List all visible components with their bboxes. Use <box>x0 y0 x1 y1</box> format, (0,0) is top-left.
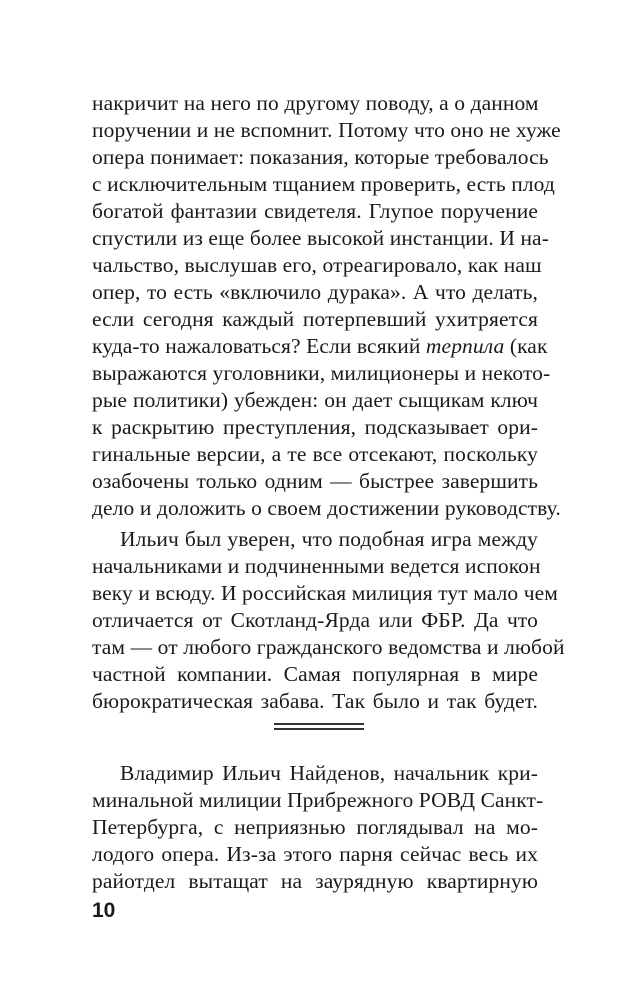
separator-rule <box>274 728 364 730</box>
text-line: опер, то есть «включило дурака». А что делать, <box>92 280 538 304</box>
text-line: опера понимает: показания, которые требовалось <box>92 145 549 169</box>
text-line: гинальные версии, а те все отсекают, поскольку <box>92 442 538 466</box>
page-number: 10 <box>92 899 116 922</box>
text-line: спустили из еще более высокой инстанции. И на- <box>92 226 549 250</box>
text-line: минальной милиции Прибрежного РОВД Санкт- <box>92 788 544 812</box>
text-line: накричит на него по другому поводу, а о данном <box>92 91 539 115</box>
text-line: выражаются уголовники, милиционеры и некото- <box>92 361 551 385</box>
text-line: начальниками и подчиненными ведется испокон <box>92 554 541 578</box>
text-line: Владимир Ильич Найденов, начальник кри- <box>120 761 538 785</box>
italic-word: терпила <box>425 334 505 358</box>
text-line: лодого опера. Из-за этого парня сейчас весь их <box>92 842 538 866</box>
section-separator <box>274 723 364 731</box>
text-line: чальство, выслушав его, отреагировало, как наш <box>92 253 542 277</box>
text-line: если сегодня каждый потерпевший ухитряется <box>92 307 538 331</box>
text-line: озабочены только одним — быстрее завершить <box>92 469 538 493</box>
separator-rule <box>274 723 364 725</box>
text-line: там — от любого гражданского ведомства и любой <box>92 635 565 659</box>
text-line: частной компании. Самая популярная в мире <box>92 662 538 686</box>
text-line: веку и всюду. И российская милиция тут мало чем <box>92 581 559 605</box>
text-line: с исключительным тщанием проверить, есть плод <box>92 172 555 196</box>
text-line: богатой фантазии свидетеля. Глупое поручение <box>92 199 538 223</box>
text-segment: куда-то нажаловаться? Если всякий <box>92 334 421 358</box>
text-line: Ильич был уверен, что подобная игра между <box>120 527 538 551</box>
text-line: Петербурга, с неприязнью поглядывал на мо- <box>92 815 538 839</box>
text-line: рые политики) убежден: он дает сыщикам ключ <box>92 388 538 412</box>
text-segment: (как <box>504 334 548 358</box>
text-line: райотдел вытащат на заурядную квартирную <box>92 869 538 893</box>
text-line: дело и доложить о своем достижении руководству. <box>92 496 561 520</box>
text-line: отличается от Скотланд-Ярда или ФБР. Да что <box>92 608 538 632</box>
text-line: к раскрытию преступления, подсказывает ори- <box>92 415 538 439</box>
text-line: поручении и не вспомнит. Потому что оно не хуже <box>92 118 561 142</box>
text-line: бюрократическая забава. Так было и так будет. <box>92 689 538 713</box>
text-line-with-italic <box>92 331 548 361</box>
